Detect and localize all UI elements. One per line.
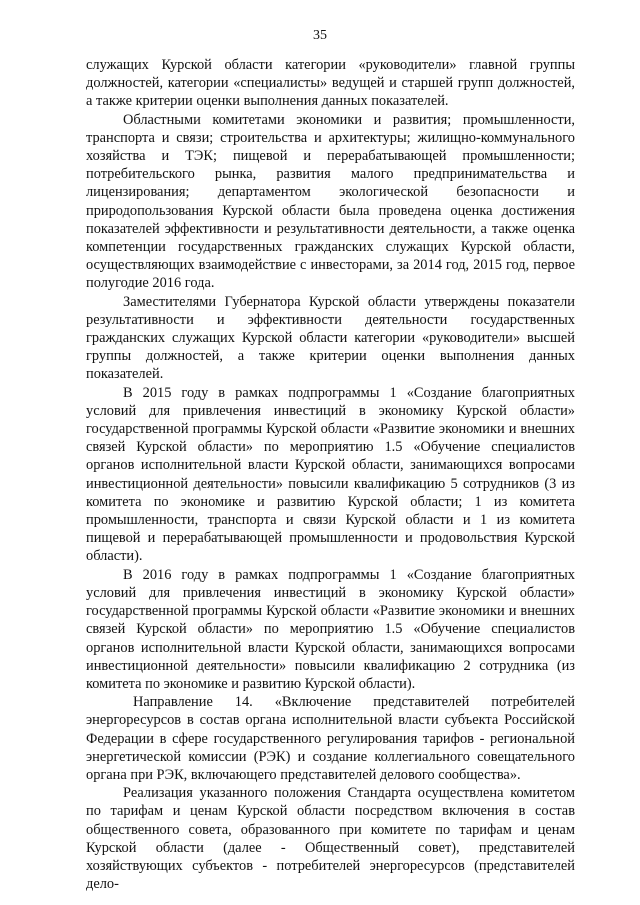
paragraph-6: Направление 14. «Включение представителей потребителей энергоресурсов в состав органа исполнительной власти субъекта Российской Федерации в сфере государственного регулирования тарифов - региональной энергетической комиссии (РЭК) и создание коллегиального совещательного органа при РЭК, включающего представителей делового сообщества». [86,694,575,783]
paragraph-1: служащих Курской области категории «руководители» главной группы должностей, категории «специалисты» ведущей и старшей групп должностей, а также критерии оценки выполнения данных показателей. [86,57,575,110]
paragraph-3: Заместителями Губернатора Курской области утверждены показатели результативности и эффективности деятельности государственных гражданских служащих Курской области категории «руководители» высшей группы должностей, а также критерии оценки выполнения данных показателей. [86,293,575,383]
document-body [86,56,575,893]
paragraph-5: В 2016 году в рамках подпрограммы 1 «Создание благоприятных условий для привлечения инвестиций в экономику Курской области» государственной программы Курской области «Развитие экономики и внешних связей Курской области» по мероприятию 1.5 «Обучение специалистов органов исполнительной власти Курской области, занимающихся вопросами инвестиционной деятельности» повысили квалификацию 2 сотрудника (из комитета по экономике и развитию Курской области). [86,566,575,692]
paragraph-4: В 2015 году в рамках подпрограммы 1 «Создание благоприятных условий для привлечения инвестиций в экономику Курской области» государственной программы Курской области «Развитие экономики и внешних связей Курской области» по мероприятию 1.5 «Обучение специалистов органов исполнительной власти Курской области, занимающихся вопросами инвестиционной деятельности» повысили квалификацию 5 сотрудников (3 из комитета по экономике и развитию Курской области; 1 из комитета промышленности, транспорта и связи Курской области и 1 из комитета пищевой и перерабатывающей промышленности и продовольствия Курской области). [86,384,575,565]
page-number: 35 [313,28,327,43]
paragraph-2: Областными комитетами экономики и развития; промышленности, транспорта и связи; строительства и архитектуры; жилищно-коммунального хозяйства и ТЭК; пищевой и перерабатывающей промышленности; потребительского рынка, развития малого предпринимательства и лицензирования; департаментом экологической безопасности и природопользования Курской области была проведена оценка достижения показателей эффективности и результативности деятельности, а также оценка компетенции государственных гражданских служащих Курской области, осуществляющих взаимодействие с инвесторами, за 2014 год, 2015 год, первое полугодие 2016 года. [86,111,575,292]
paragraph-7: Реализация указанного положения Стандарта осуществлена комитетом по тарифам и ценам Курской области посредством включения в состав общественного совета, образованного при комитете по тарифам и ценам Курской области (далее - Общественный совет), представителей хозяйствующих субъектов - потребителей энергоресурсов (представителей дело- [86,785,575,893]
